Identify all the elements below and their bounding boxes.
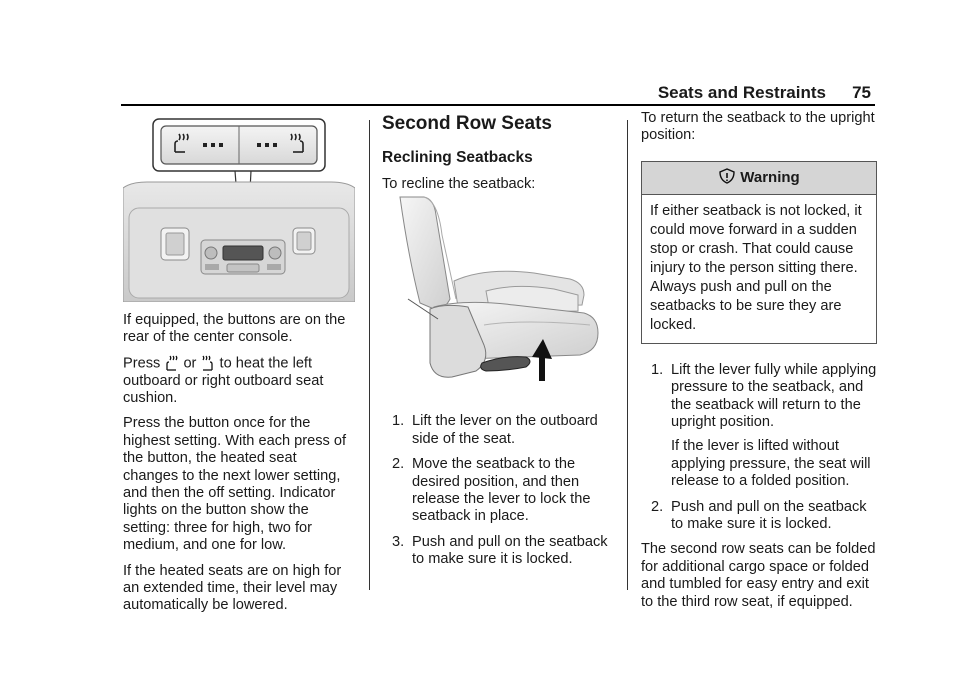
step-number: 2. [651,498,664,515]
paragraph-heat-settings: Press the button once for the highest setting. With each press of the button, the heated seat changes to the next lower setting, and then the off setting. Indicator lights on the button show the setting: three for high, two for medium, and one for low. [123,415,347,554]
seat-recline-illustration [394,195,606,385]
list-item [382,534,610,569]
left-indicator-lights [203,143,223,147]
header-rule [121,104,875,106]
recline-intro: To recline the seatback: [382,176,536,192]
right-indicator-lights [257,143,277,147]
column-divider-1 [369,120,370,590]
warning-triangle-icon [718,167,736,185]
list-item [641,362,877,491]
step-number: 1. [392,413,405,430]
page-number: 75 [852,83,871,102]
step-text: Move the seatback to the desired position, and then release the lever to lock the seatback in place. [412,456,591,525]
warning-box [641,161,877,344]
section-title: Seats and Restraints [657,83,826,102]
section-heading: Second Row Seats [382,113,552,134]
column-3 [641,110,877,619]
step-text: Lift the lever fully while applying pressure to the seatback, and the seatback will return to the upright position. [671,361,877,431]
heated-seat-right-icon [200,355,215,372]
recline-steps [382,413,610,568]
paragraph-press-instructions [123,355,355,408]
upright-intro: To return the seatback to the upright position: [641,110,875,144]
heat-description: to heat the left outboard or right outboard seat cushion. [123,355,324,406]
list-item [382,413,610,448]
paragraph-auto-lower: If the heated seats are on high for an extended time, their level may automatically be lowered. [123,562,342,614]
warning-text: If either seatback is not locked, it could move forward in a sudden stop or crash. That could cause injury to the person sitting there. Always push and pull on the seatbacks to be sure they are locked. [650,202,862,333]
step-text: Lift the lever on the outboard side of the seat. [412,413,598,447]
step-number: 3. [392,533,405,550]
step-text: Push and pull on the seatback to make sure it is locked. [412,533,608,568]
heated-seat-left-icon [164,355,179,372]
press-label: Press [123,355,161,372]
paragraph-button-location: If equipped, the buttons are on the rear of the center console. [123,312,346,346]
or-label: or [183,355,197,372]
list-item [382,456,610,526]
rear-console-illustration [123,116,355,302]
upright-steps [641,362,877,534]
step-text: Push and pull on the seatback to make sure it is locked. [671,498,867,533]
column-divider-2 [627,120,628,590]
subsection-heading: Reclining Seatbacks [382,149,533,166]
list-item [641,499,877,534]
step-number: 2. [392,456,405,473]
step-note: If the lever is lifted without applying pressure, the seat will release to a folded position. [671,438,871,490]
warning-header [642,162,876,195]
step-number: 1. [651,361,664,378]
column-1 [123,312,355,623]
warning-title: Warning [740,168,800,186]
fold-tumble-paragraph: The second row seats can be folded for additional cargo space or folded and tumbled for easy entry and exit to the third row seat, if equipped. [641,541,876,610]
